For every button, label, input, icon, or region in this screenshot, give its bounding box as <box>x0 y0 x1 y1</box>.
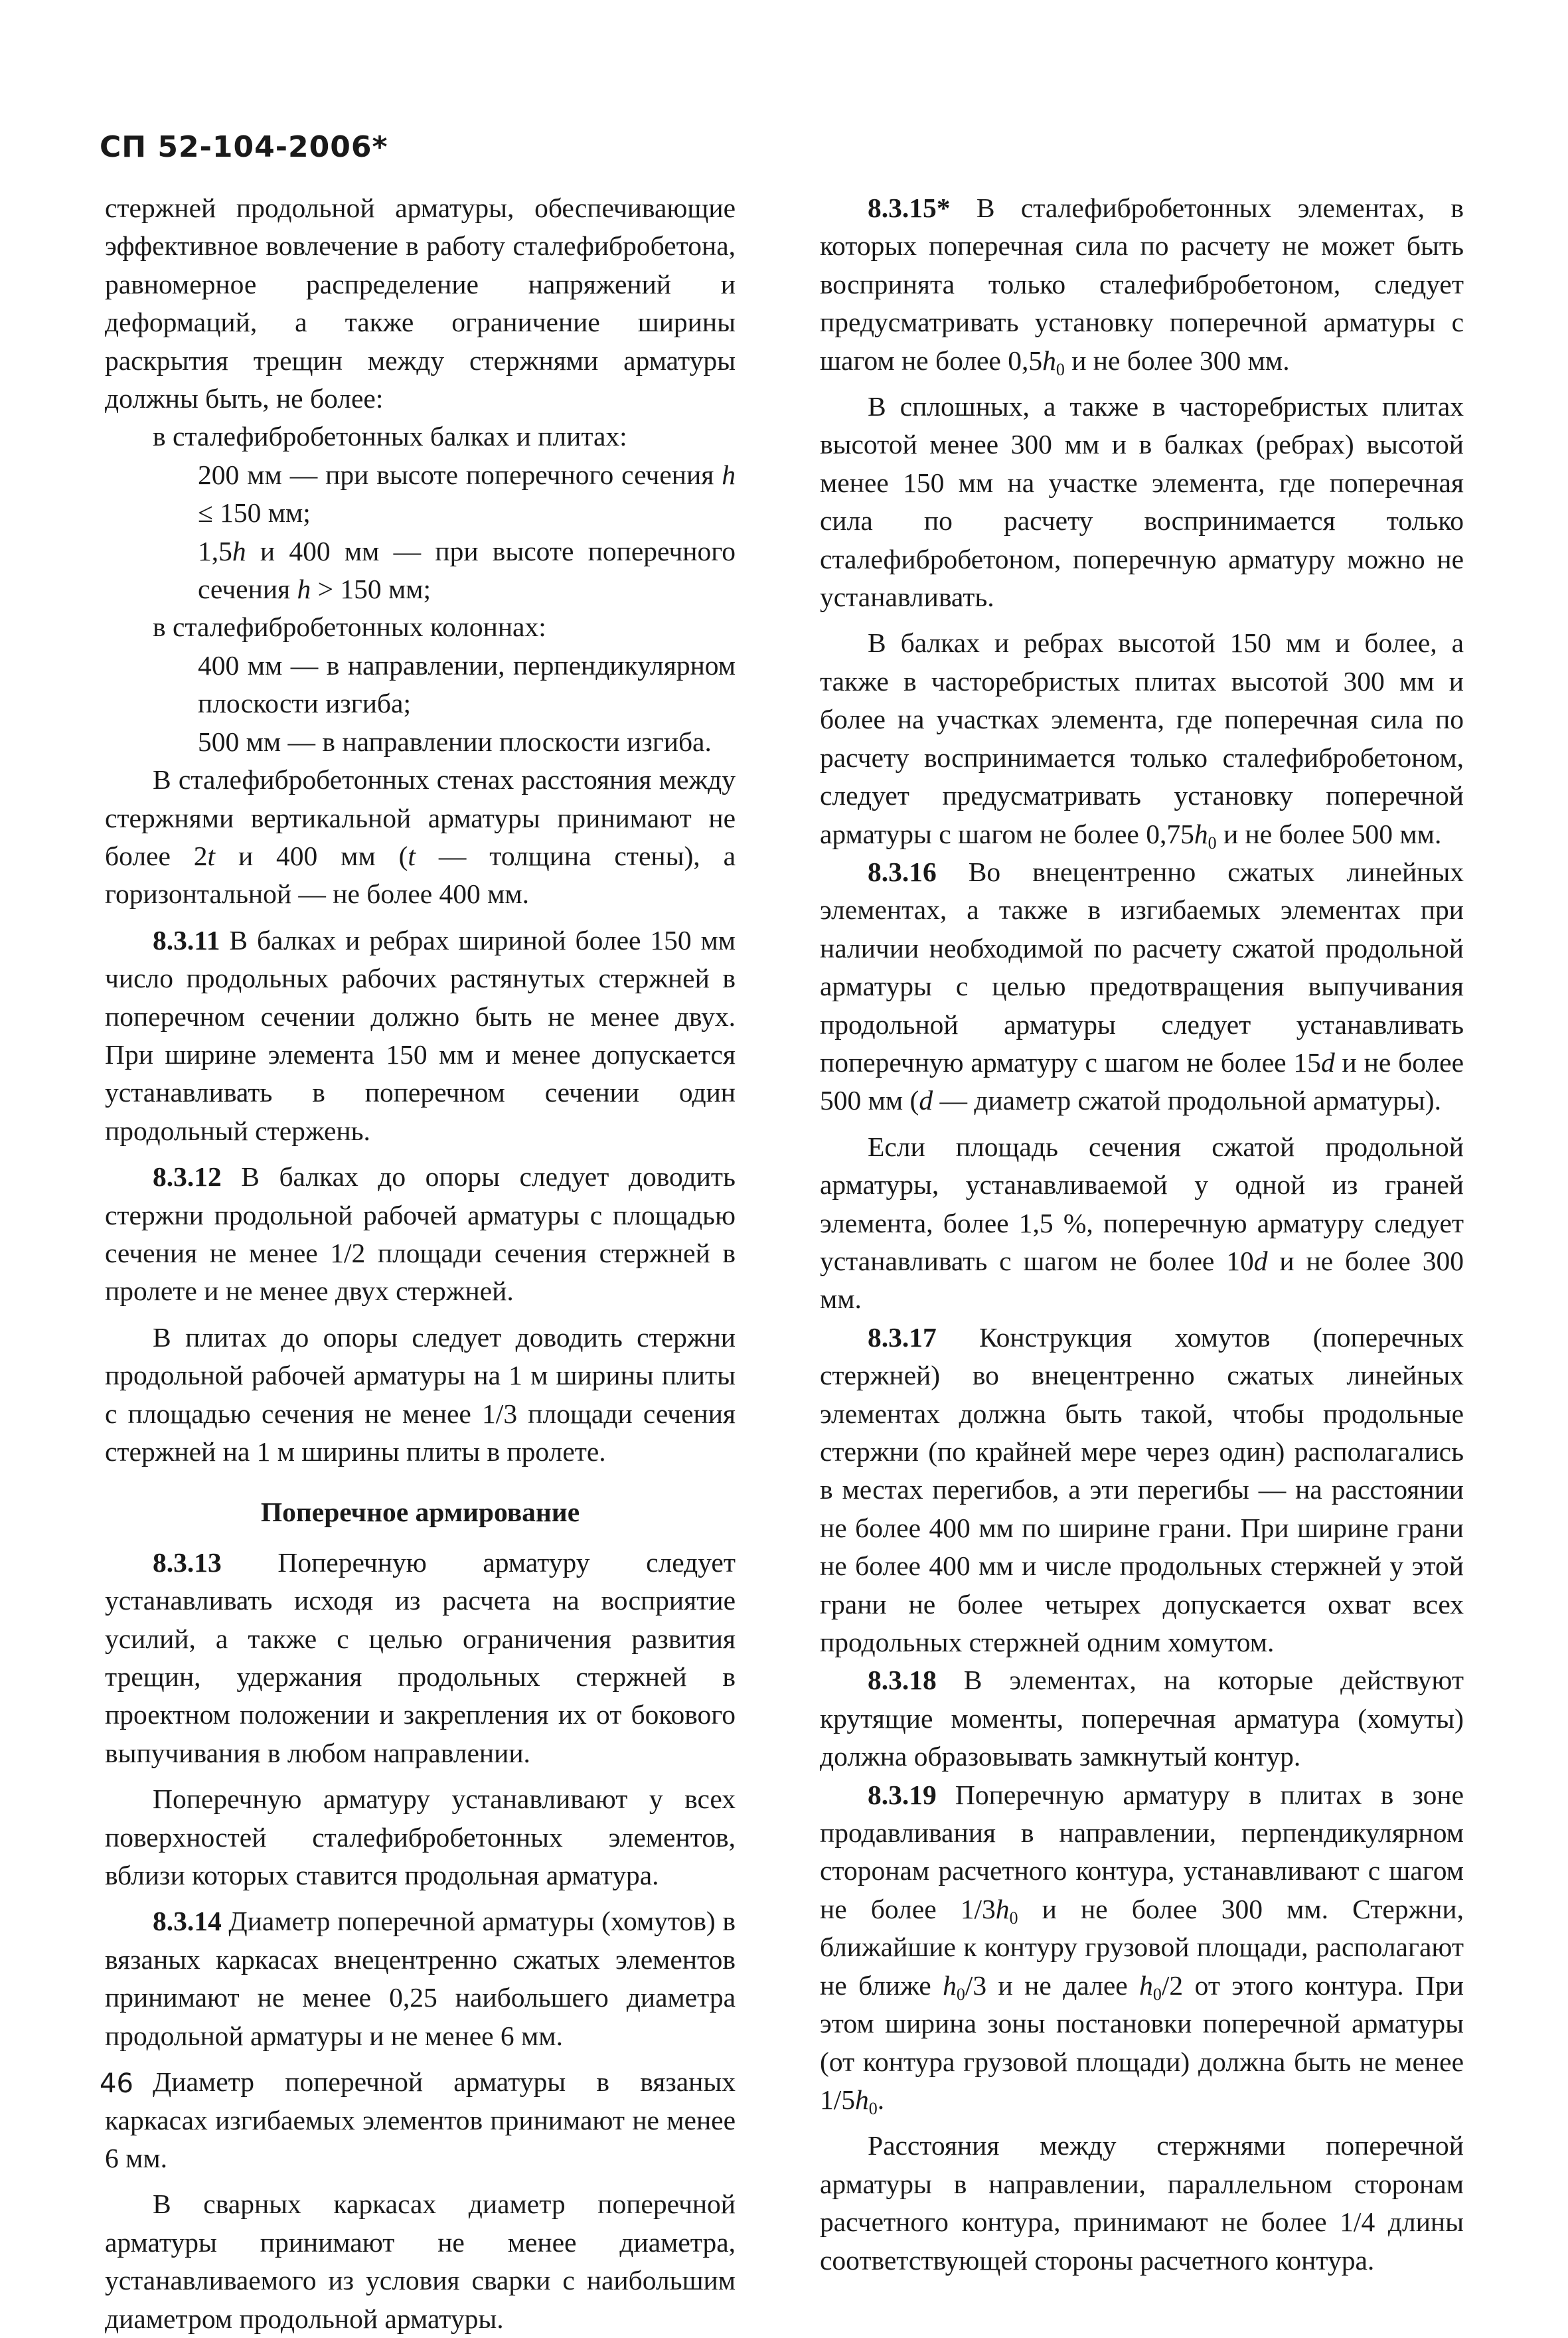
paragraph-welded-cages: В сварных каркасах диаметр поперечной арматуры принимают не менее диаметра, устанавливаемого из условия сварки с наибольшим диаметром продольной арматуры. <box>105 2189 736 2334</box>
clause-8-3-17: 8.3.17 Конструкция хомутов (поперечных стержней) во внецентренно сжатых линейных элементах должна быть такой, чтобы продольные стержни (по крайней мере через один) располагались в местах перегибов, а эти перегибы — на расстоянии не более 400 мм по ширине грани. При ширине грани не более 400 мм и числе продольных стержней у этой грани не более четырех допускается охват всех продольных стержней одним хомутом. <box>820 1321 1464 1658</box>
list-item-columns-2: 500 мм — в направлении плоскости изгиба. <box>198 726 712 757</box>
paragraph-solid-slabs: В сплошных, а также в часторебристых плитах высотой менее 300 мм и в балках (ребрах) высотой менее 150 мм на участке элемента, где поперечная сила по расчету воспринимается только сталефибробетоном, поперечную арматуру можно не устанавливать. <box>820 391 1464 613</box>
clause-8-3-14: 8.3.14 Диаметр поперечной арматуры (хомутов) в вязаных каркасах внецентренно сжатых элементов принимают не менее 0,25 наибольшего диаметра продольной арматуры и не менее 6 мм. <box>105 1906 736 2051</box>
paragraph-spacing: Расстояния между стержнями поперечной арматуры в направлении, параллельном сторонам расчетного контура, принимают не более 1/4 длины соответствующей стороны расчетного контура. <box>820 2130 1464 2276</box>
clause-8-3-16: 8.3.16 Во внецентренно сжатых линейных элементах, а также в изгибаемых элементах при наличии необходимой по расчету сжатой продольной арматуры с целью предотвращения выпучивания продольной арматуры следует устанавливать поперечную арматуру с шагом не более 15d и не более 500 мм (d — диаметр сжатой продольной арматуры). <box>820 856 1464 1116</box>
page-number: 46 <box>100 2068 133 2099</box>
section-heading: Поперечное армирование <box>260 1497 580 1528</box>
paragraph-section-area: Если площадь сечения сжатой продольной арматуры, устанавливаемой у одной из граней элемента, более 1,5 %, поперечную арматуру следует устанавливать с шагом не более 10d и не более 300 мм. <box>820 1131 1464 1315</box>
paragraph-walls: В сталефибробетонных стенах расстояния между стержнями вертикальной арматуры принимают не более 2t и 400 мм (t — толщина стены), а горизонтальной — не более 400 мм. <box>105 764 736 910</box>
clause-8-3-15: 8.3.15* В сталефибробетонных элементах, в которых поперечная сила по расчету не может быть воспринята только сталефибробетоном, следует предусматривать установку поперечной арматуры с шагом не более $0,5h_0$ и не более 300 мм. <box>820 193 1464 379</box>
clause-8-3-19: 8.3.19 Поперечную арматуру в плитах в зоне продавливания в направлении, перпендикулярном сторонам расчетного контура, устанавливают с шагом не более $1/3h_0$ и не более 300 мм. Стержни, ближайшие к контуру грузовой площади, располагают не ближе $h_0/3$ и не далее $h_0/2$ от этого контура. При этом ширина зоны постановки поперечной арматуры (от контура грузовой площади) должна быть не менее $1/5h_0$. <box>820 1779 1464 2118</box>
paragraph-transverse: Поперечную арматуру устанавливают у всех поверхностей сталефибробетонных элементов, вблизи которых ставится продольная арматура. <box>105 1784 736 1891</box>
list-label-columns: в сталефибробетонных колоннах: <box>153 612 546 643</box>
clause-8-3-11: 8.3.11 В балках и ребрах шириной более 150 мм число продольных рабочих растянутых стержней в поперечном сечении должно быть не менее двух. При ширине элемента 150 мм и менее допускается устанавливать в поперечном сечении один продольный стержень. <box>105 924 736 1146</box>
document-code: СП 52-104-2006* <box>100 130 388 164</box>
list-item-beams-1: 200 мм — при высоте поперечного сечения h ≤ 150 мм; <box>198 459 736 529</box>
clause-8-3-18: 8.3.18 В элементах, на которые действуют крутящие моменты, поперечная арматура (хомуты) должна образовывать замкнутый контур. <box>820 1665 1464 1772</box>
right-column <box>820 189 1464 2280</box>
paragraph-intro: стержней продольной арматуры, обеспечивающие эффективное вовлечение в работу сталефибробетона, равномерное распределение напряжений и деформаций, а также ограничение ширины раскрытия трещин между стержнями арматуры должны быть, не более: <box>105 193 736 414</box>
paragraph-beams-ribs: В балках и ребрах высотой 150 мм и более, а также в часторебристых плитах высотой 300 мм и более на участках элемента, где поперечная сила по расчету воспринимается только сталефибробетоном, следует предусматривать установку поперечной арматуры с шагом не более $0,75h_0$ и не более 500 мм. <box>820 627 1464 853</box>
list-label-beams: в сталефибробетонных балках и плитах: <box>153 421 627 452</box>
paragraph-tied-cages: Диаметр поперечной арматуры в вязаных каркасах изгибаемых элементов принимают не менее 6 мм. <box>105 2066 736 2173</box>
clause-8-3-12: 8.3.12 В балках до опоры следует доводить стержни продольной рабочей арматуры с площадью сечения не менее 1/2 площади сечения стержней в пролете и не менее двух стержней. <box>105 1161 736 1307</box>
left-column <box>105 189 736 2338</box>
clause-8-3-13: 8.3.13 Поперечную арматуру следует устанавливать исходя из расчета на восприятие усилий, а также с целью ограничения развития трещин, удержания продольных стержней в проектном положении и закрепления их от бокового выпучивания в любом направлении. <box>105 1546 736 1768</box>
paragraph-slabs: В плитах до опоры следует доводить стержни продольной рабочей арматуры на 1 м ширины плиты с площадью сечения не менее 1/3 площади сечения стержней на 1 м ширины плиты в пролете. <box>105 1321 736 1467</box>
list-item-beams-2: 1,5h и 400 мм — при высоте поперечного сечения h > 150 мм; <box>198 535 736 605</box>
list-item-columns-1: 400 мм — в направлении, перпендикулярном плоскости изгиба; <box>198 649 736 719</box>
